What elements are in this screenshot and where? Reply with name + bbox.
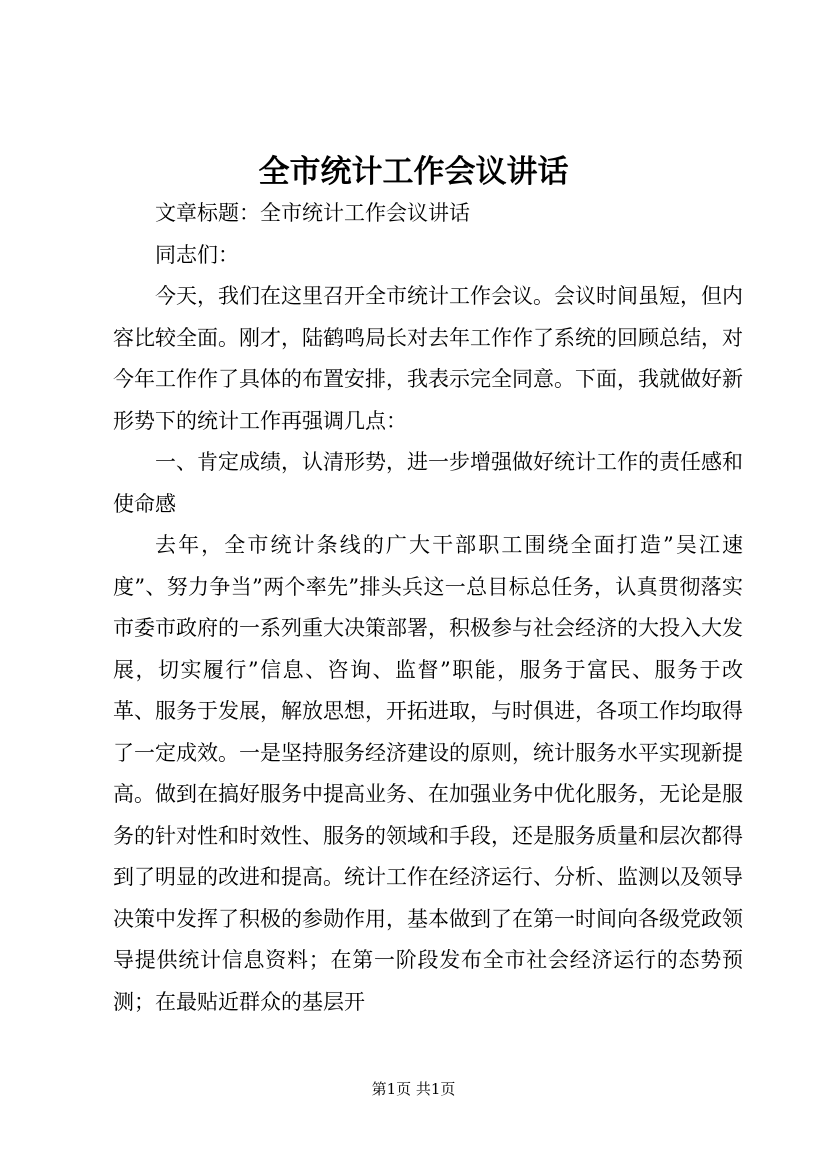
section-heading: 一、肯定成绩，认清形势，进一步增强做好统计工作的责任感和使命感 [113, 450, 743, 516]
paragraph-body: 去年，全市统计条线的广大干部职工围绕全面打造”吴江速度”、努力争当”两个率先”排头兵这一总目标总任务，认真贯彻落实市委市政府的一系列重大决策部署，积极参与社会经济的大投入大发展，切实履行”信息、咨询、监督”职能，服务于富民、服务于改革、服务于发展，解放思想，开拓进取，与时俱进，各项工作均取得了一定成效。一是坚持服务经济建设的原则，统计服务水平实现新提高。做到在搞好服务中提高业务、在加强业务中优化服务，无论是服务的针对性和时效性、服务的领域和手段，还是服务质量和层次都得到了明显的改进和提高。统计工作在经济运行、分析、监测以及领导决策中发挥了积极的参勋作用，基本做到了在第一时间向各级党政领导提供统计信息资料；在第一阶段发布全市社会经济运行的态势预测；在最贴近群众的基层开 [113, 533, 743, 1014]
salutation: 同志们： [155, 242, 239, 267]
document-title: 全市统计工作会议讲话 [258, 154, 569, 190]
page-footer: 第1页 共1页 [371, 1080, 456, 1098]
article-title-line: 文章标题：全市统计工作会议讲话 [155, 201, 470, 225]
document-body [113, 193, 743, 1023]
paragraph-intro: 今天，我们在这里召开全市统计工作会议。会议时间虽短，但内容比较全面。刚才，陆鹤鸣局长对去年工作作了系统的回顾总结，对今年工作作了具体的布置安排，我表示完全同意。下面，我就做好新形势下的统计工作再强调几点： [113, 284, 743, 433]
